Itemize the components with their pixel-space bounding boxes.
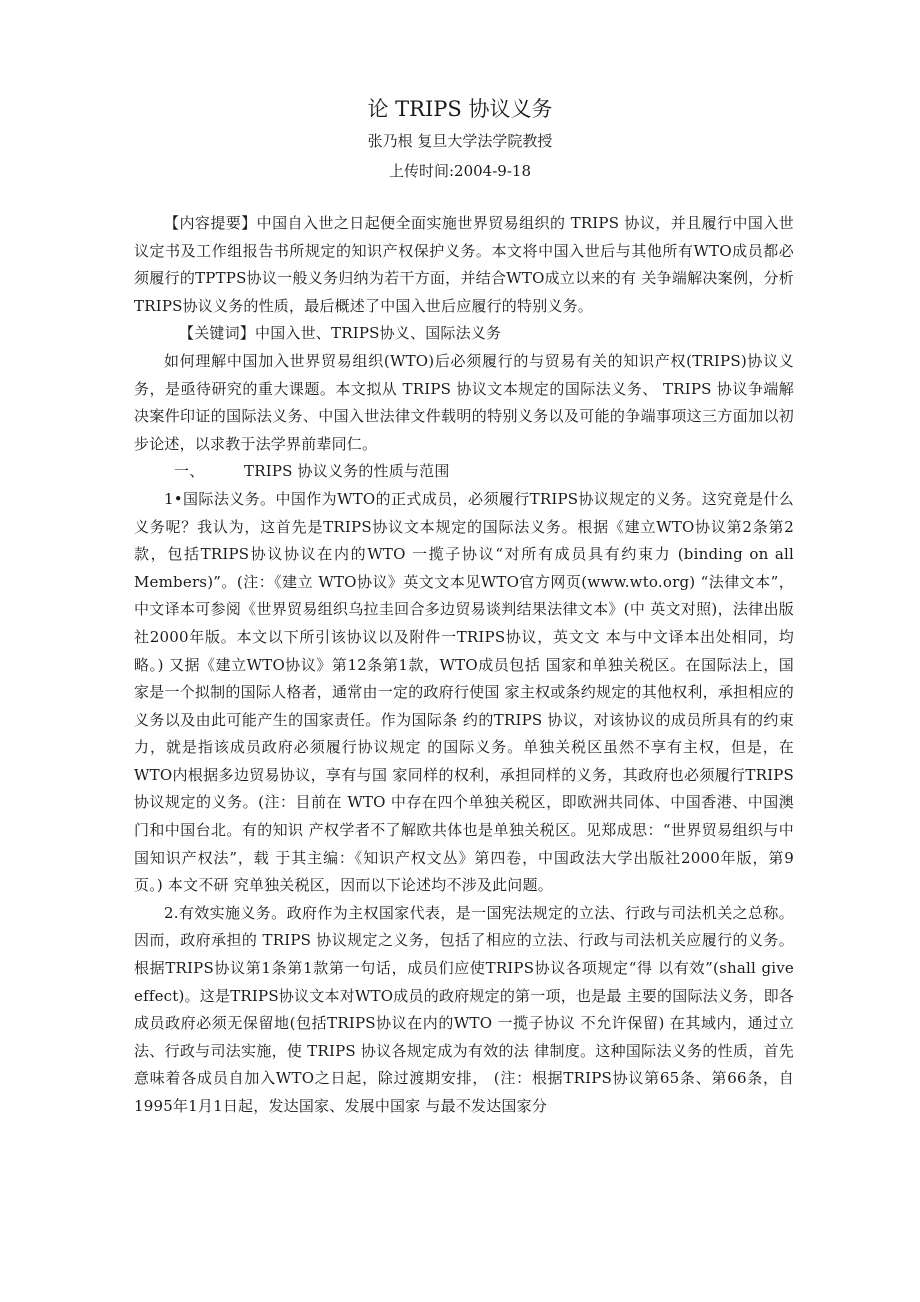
section-number: 一、	[174, 462, 205, 481]
keywords-paragraph: 【关键词】中国入世、TRIPS协义、国际法义务	[179, 324, 502, 343]
abstract-paragraph: 【内容提要】中国自入世之日起便全面实施世界贸易组织的 TRIPS 协议，并且履行中国入世议定书及工作组报告书所规定的知识产权保护义务。本文将中国入世后与其他所有WTO成员都必须履行的TPTPS协议一般义务归纳为若干方面，并结合WTO成立以来的有 关争端解决案例，分析TRIPS协议义务的性质，最后概述了中国入世后应履行的特别义务。	[134, 214, 794, 315]
document-body	[134, 210, 794, 1121]
section-title: TRIPS 协议义务的性质与范围	[244, 462, 450, 481]
document-title: 论 TRIPS 协议义务	[367, 97, 553, 121]
upload-date: 上传时间:2004-9-18	[389, 162, 531, 180]
section-heading	[134, 458, 794, 486]
intro-paragraph: 如何理解中国加入世界贸易组织(WTO)后必须履行的与贸易有关的知识产权(TRIPS)协议义务，是亟待研究的重大课题。本文拟从 TRIPS 协议文本规定的国际法义务、 TRIPS 协议争端解决案件印证的国际法义务、中国入世法律文件载明的特别义务以及可能的争端事项这三方面加以初步论述，以求教于法学界前辈同仁。	[134, 351, 794, 453]
paragraph-effective-implementation: 2.有效实施义务。政府作为主权国家代表，是一国宪法规定的立法、行政与司法机关之总称。因而，政府承担的 TRIPS 协议规定之义务，包括了相应的立法、行政与司法机关应履行的义务。根据TRIPS协议第1条第1款第一句话，成员们应使TRIPS协议各项规定“得 以有效”(shall give effect)。这是TRIPS协议文本对WTO成员的政府规定的第一项，也是最 主要的国际法义务，即各成员政府必须无保留地(包括TRIPS协议在内的WTO 一揽子协议 不允许保留) 在其域内，通过立法、行政与司法实施，使 TRIPS 协议各规定成为有效的法 律制度。这种国际法义务的性质，首先意味着各成员自加入WTO之日起，除过渡期安排， (注：根据TRIPS协议第65条、第66条，自1995年1月1日起，发达国家、发展中国家 与最不发达国家分	[134, 903, 794, 1115]
paragraph-international-obligation: 1•国际法义务。中国作为WTO的正式成员，必须履行TRIPS协议规定的义务。这究竟是什么义务呢？我认为，这首先是TRIPS协议文本规定的国际法义务。根据《建立WTO协议第2条第2款，包括TRIPS协议协议在内的WTO 一揽子协议“对所有成员具有约束力 (binding on all Members)”。(注：《建立 WTO协议》英文文本见WTO官方网页(www.wto.org) “法律文本”，中文译本可参阅《世界贸易组织乌拉圭回合多边贸易谈判结果法律文本》(中 英文对照)，法律出版社2000年版。本文以下所引该协议以及附件一TRIPS协议，英文文 本与中文译本出处相同，均略。) 又据《建立WTO协议》第12条第1款，WTO成员包括 国家和单独关税区。在国际法上，国家是一个拟制的国际人格者，通常由一定的政府行使国 家主权或条约规定的其他权利，承担相应的义务以及由此可能产生的国家责任。作为国际条 约的TRIPS 协议，对该协议的成员所具有的约束力，就是指该成员政府必须履行协议规定 的国际义务。单独关税区虽然不享有主权，但是，在WTO内根据多边贸易协议，享有与国 家同样的权利，承担同样的义务，其政府也必须履行TRIPS协议规定的义务。(注：目前在 WTO 中存在四个单独关税区，即欧洲共同体、中国香港、中国澳门和中国台北。有的知识 产权学者不了解欧共体也是单独关税区。见郑成思：“世界贸易组织与中国知识产权法”，载 于其主编：《知识产权文丛》第四卷，中国政法大学出版社2000年版，第9页。) 本文不研 究单独关税区，因而以下论述均不涉及此问题。	[134, 489, 794, 895]
author-line: 张乃根 复旦大学法学院教授	[367, 132, 553, 150]
